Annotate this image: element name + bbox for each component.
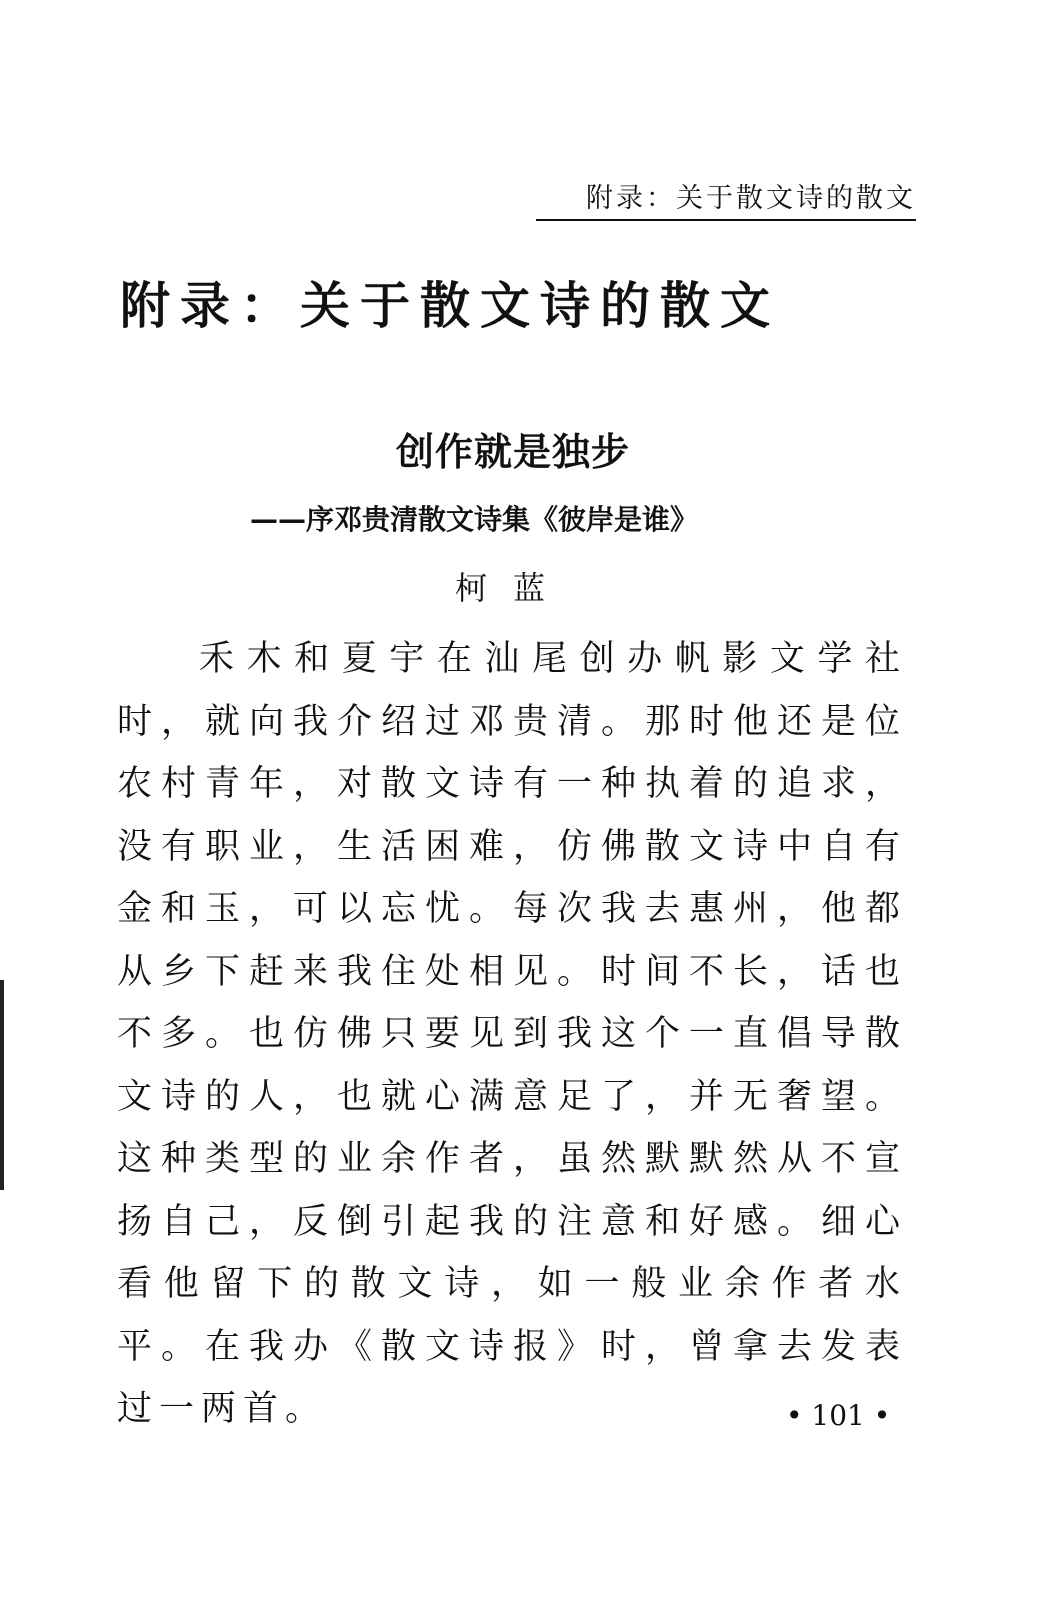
running-header-rule (536, 219, 916, 221)
essay-subtitle: ——序邓贵清散文诗集《彼岸是谁》 (250, 503, 699, 536)
body-paragraph: 禾木和夏宇在汕尾创办帆影文学社时，就向我介绍过邓贵清。那时他还是位农村青年，对散文诗有一种执着的追求，没有职业，生活困难，仿佛散文诗中自有金和玉，可以忘忧。每次我去惠州，他都从乡下赶来我住处相见。时间不长，话也不多。也仿佛只要见到我这个一直倡导散文诗的人，也就心满意足了，并无奢望。这种类型的业余作者，虽然默默然从不宣扬自己，反倒引起我的注意和好感。细心看他留下的散文诗，如一般业余作者水平。在我办《散文诗报》时，曾拿去发表过一两首。 (117, 639, 907, 1429)
scan-edge-shadow (0, 980, 4, 1190)
page-number: • 101 • (786, 1399, 891, 1432)
appendix-title: 附录：关于散文诗的散文 (120, 276, 780, 335)
essay-title: 创作就是独步 (395, 430, 630, 474)
author-name: 柯蓝 (454, 569, 571, 607)
running-header: 附录：关于散文诗的散文 (586, 183, 916, 214)
